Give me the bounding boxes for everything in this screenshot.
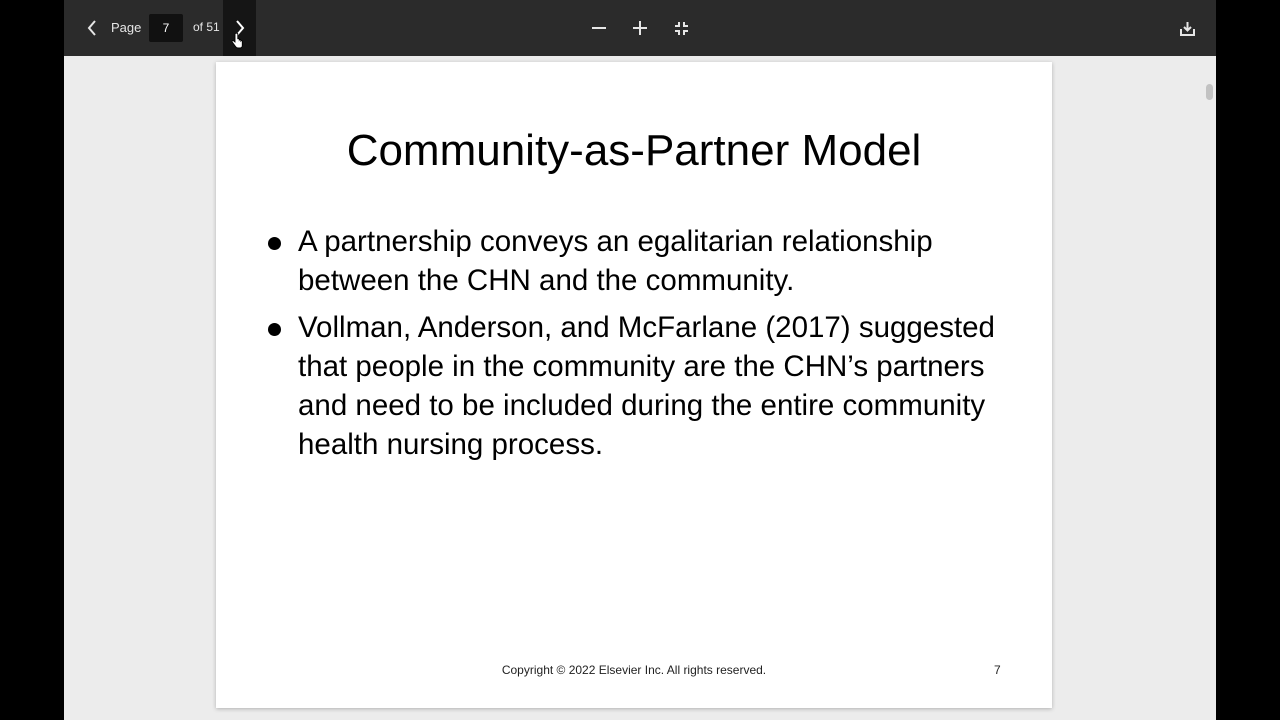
fit-to-page-icon bbox=[674, 21, 689, 36]
minus-icon bbox=[592, 21, 606, 35]
page-label: Page bbox=[111, 20, 142, 35]
download-icon bbox=[1180, 21, 1195, 36]
chevron-left-icon bbox=[86, 19, 98, 37]
previous-page-button[interactable] bbox=[78, 12, 106, 44]
slide-title: Community-as-Partner Model bbox=[346, 126, 922, 175]
download-button[interactable] bbox=[1172, 14, 1202, 42]
left-black-margin bbox=[0, 0, 64, 720]
plus-icon bbox=[633, 21, 647, 35]
bullet-text: Vollman, Anderson, and McFarlane (2017) suggested that people in the community are the CHN’s partners and need to be included during the entire community health nursing process. bbox=[298, 311, 995, 461]
fit-to-page-button[interactable] bbox=[666, 14, 696, 42]
page-count-label: of 51 bbox=[193, 20, 220, 34]
bullet-list bbox=[266, 222, 1006, 472]
pdf-viewer bbox=[64, 0, 1216, 720]
pdf-page bbox=[216, 62, 1052, 708]
bullet-text: A partnership conveys an egalitarian relationship between the CHN and the community. bbox=[298, 225, 933, 297]
slide-page-number: 7 bbox=[994, 663, 1001, 677]
bullet-item bbox=[266, 308, 1006, 464]
bullet-dot-icon bbox=[268, 323, 281, 336]
scrollbar-thumb[interactable] bbox=[1206, 84, 1213, 100]
zoom-out-button[interactable] bbox=[584, 14, 614, 42]
zoom-in-button[interactable] bbox=[625, 14, 655, 42]
right-black-margin bbox=[1216, 0, 1280, 720]
hand-cursor-icon bbox=[231, 33, 243, 49]
copyright-footer: Copyright © 2022 Elsevier Inc. All rights reserved. bbox=[501, 663, 767, 677]
viewer-toolbar bbox=[64, 0, 1216, 56]
bullet-item bbox=[266, 222, 1006, 300]
bullet-dot-icon bbox=[268, 237, 281, 250]
page-number-input[interactable] bbox=[149, 14, 183, 42]
